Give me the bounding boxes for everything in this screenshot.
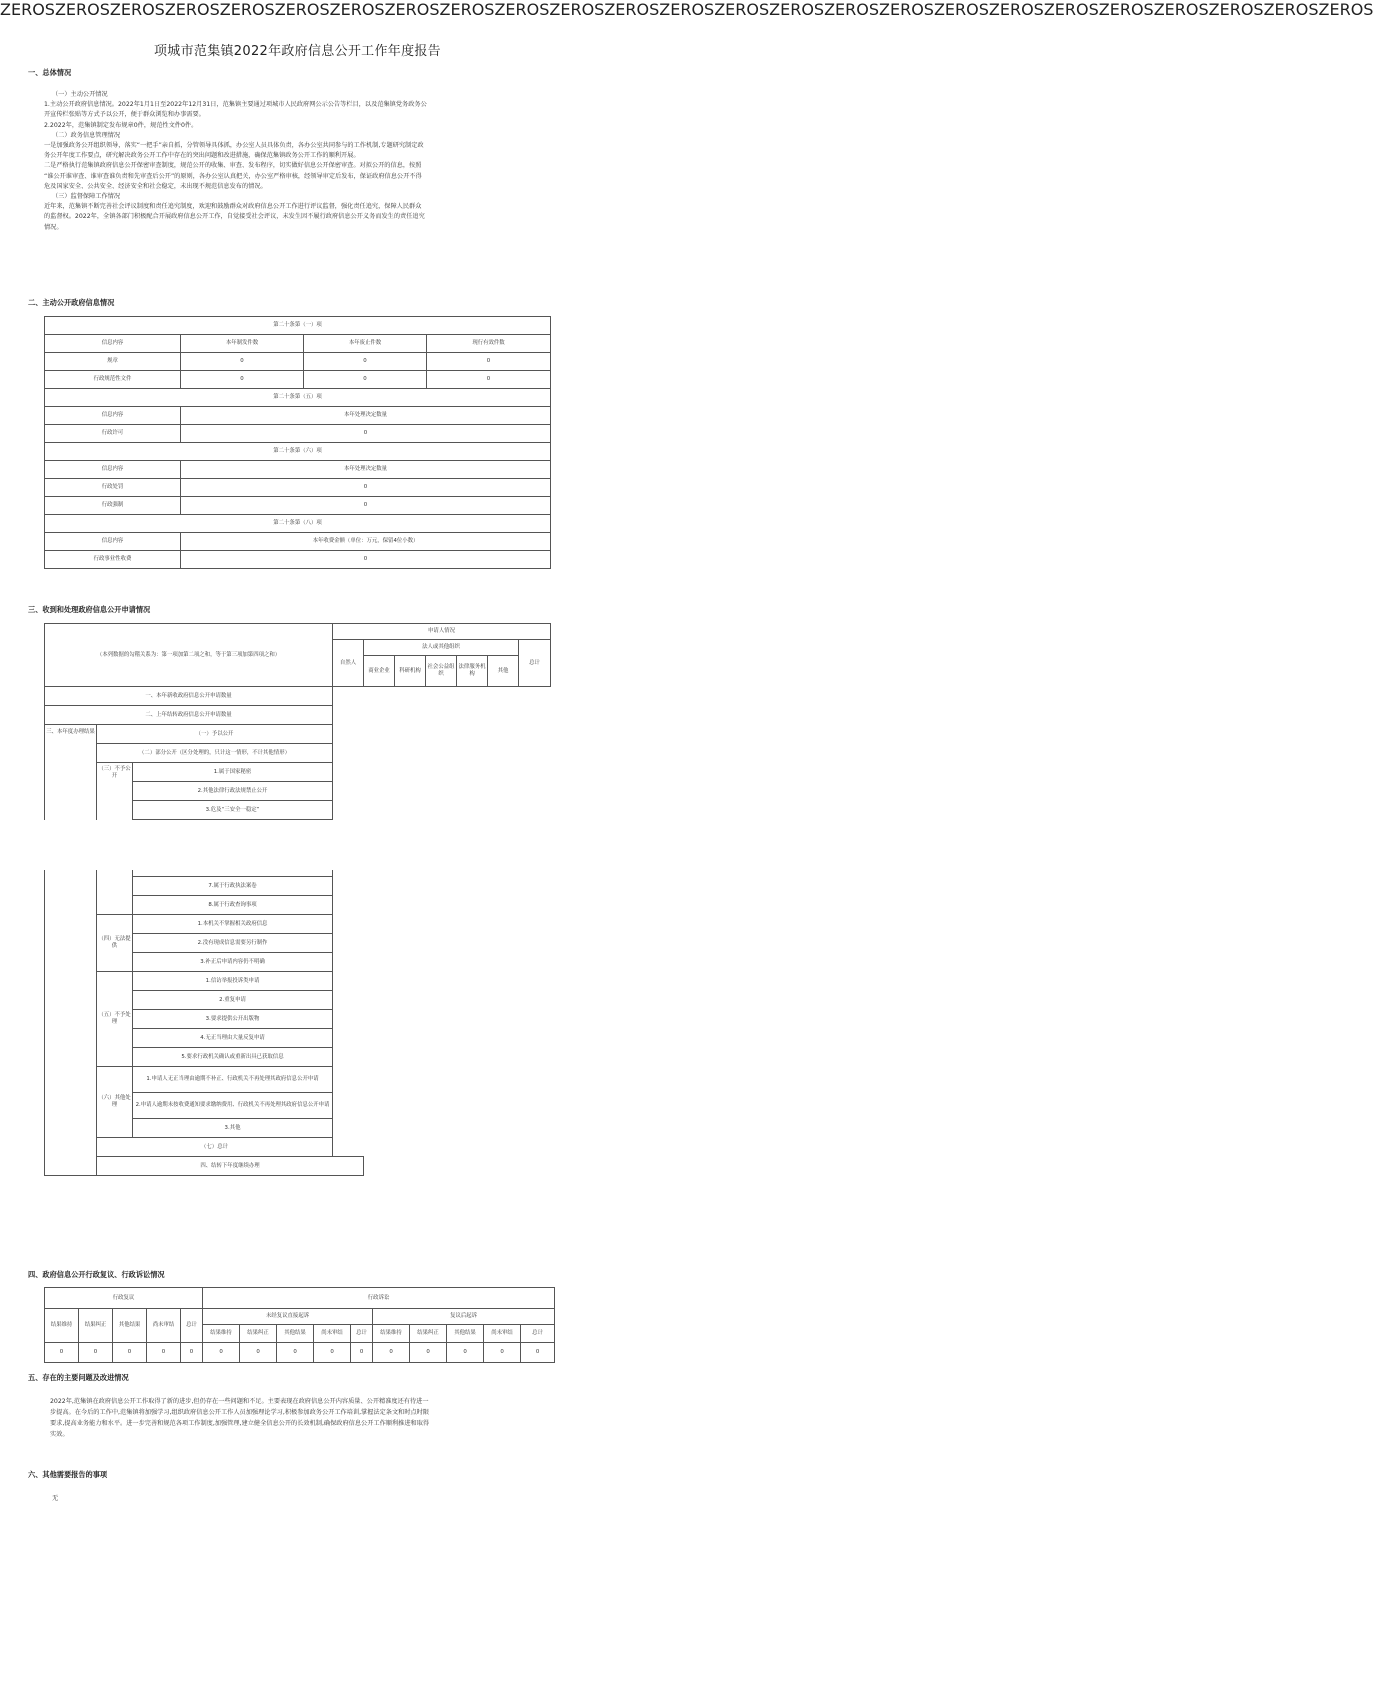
- col-header: 行政诉讼: [203, 1288, 555, 1309]
- col-header: 结果纠正: [79, 1309, 113, 1343]
- row-label: （二）部分公开（区分处理的，只计这一情形，不计其他情形）: [97, 744, 333, 763]
- col-header: 结果纠正: [240, 1325, 277, 1343]
- text-line: 务公开年度工作要点，研究解决政务公开工作中存在的突出问题和改进措施，确保范集镇政务公开工作的顺利开展。: [44, 152, 360, 160]
- col-header: 信息内容: [45, 533, 181, 551]
- col-header: 其他结果: [113, 1309, 147, 1343]
- section-6-body: 无: [52, 1495, 59, 1502]
- row-label: 四、结转下年度继续办理: [97, 1157, 364, 1176]
- col-header: 信息内容: [45, 461, 181, 479]
- row-label: 2.其他法律行政法规禁止公开: [133, 782, 333, 801]
- cell-value: 0: [113, 1343, 147, 1363]
- col-header: 尚未审结: [147, 1309, 181, 1343]
- cell-value: 0: [304, 371, 427, 389]
- col-header: 现行有效件数: [427, 335, 551, 353]
- row-label: 4.无正当理由大量反复申请: [133, 1029, 333, 1048]
- col-header: 本年处理决定数量: [181, 407, 551, 425]
- row-label: 7.属于行政执法案卷: [133, 877, 333, 896]
- col-header: 其他结果: [277, 1325, 314, 1343]
- section-1-body: [44, 90, 564, 233]
- cell-value: 0: [181, 479, 551, 497]
- group-label: （四）无法提供: [97, 915, 133, 972]
- text-line: 近年来，范集镇不断完善社会评议制度和责任追究制度，欢迎和鼓励群众对政府信息公开工作进行评议监督，强化责任追究，保障人民群众: [44, 203, 422, 211]
- table-subheader: 第二十条第（一）项: [45, 317, 551, 335]
- col-header: 本年收费金额（单位：万元，保留4位小数）: [181, 533, 551, 551]
- row-label: 2.没有现成信息需要另行制作: [133, 934, 333, 953]
- col-header: 信息内容: [45, 407, 181, 425]
- text-line: （二）政务信息管理情况: [52, 131, 121, 139]
- col-header: 法人或其他组织: [364, 640, 519, 656]
- table-corner-note: （本列数据的勾稽关系为：第一项加第二项之和，等于第三项加第四项之和）: [45, 624, 333, 687]
- cell-value: 0: [181, 425, 551, 443]
- cell-value: 0: [373, 1343, 410, 1363]
- row-label: 1.信访举报投诉类申请: [133, 972, 333, 991]
- group-label: （五）不予处理: [97, 972, 133, 1067]
- row-label: 5.要求行政机关确认或重新出具已获取信息: [133, 1048, 333, 1067]
- cell-value: 0: [181, 551, 551, 569]
- cell-value: 0: [79, 1343, 113, 1363]
- col-header: 结果维持: [373, 1325, 410, 1343]
- cell-value: 0: [521, 1343, 555, 1363]
- cell-value: 0: [240, 1343, 277, 1363]
- row-label: 3.其他: [133, 1119, 333, 1138]
- col-header: 结果维持: [45, 1309, 79, 1343]
- page-title: 项城市范集镇2022年政府信息公开工作年度报告: [154, 44, 441, 59]
- row-label: 2.申请人逾期未按收费通知要求缴纳费用、行政机关不再处理其政府信息公开申请: [133, 1093, 333, 1119]
- text-line: 开宣传栏张贴等方式予以公开，便于群众浏览和办事需要。: [44, 111, 205, 119]
- row-label: 2.重复申请: [133, 991, 333, 1010]
- cell-value: 0: [203, 1343, 240, 1363]
- col-header: 科研机构: [395, 656, 426, 687]
- row-label: 行政规范性文件: [45, 371, 181, 389]
- col-header: 其他: [488, 656, 519, 687]
- text-line: 一是加强政务公开组织领导，落实“一把手”亲自抓，分管领导具体抓，办公室人员具体负责，各办公室共同参与的工作机制,专题研究制定政: [44, 142, 424, 150]
- section-3-heading: 三、收到和处理政府信息公开申请情况: [28, 605, 151, 614]
- col-header: 总计: [519, 640, 551, 687]
- col-header: 总计: [521, 1325, 555, 1343]
- section-1-heading: 一、总体情况: [28, 68, 72, 77]
- text-line: 2.2022年，范集镇制定发布规章0件，规范性文件0件。: [44, 121, 198, 129]
- col-header: 本年废止件数: [304, 335, 427, 353]
- row-label: 二、上年结转政府信息公开申请数量: [45, 706, 333, 725]
- section-5-heading: 五、存在的主要问题及改进情况: [28, 1373, 129, 1382]
- active-disclosure-table: [44, 316, 551, 569]
- col-header: 申请人情况: [333, 624, 551, 640]
- group-label: （三）不予公开: [97, 763, 133, 915]
- row-label: 三、本年度办理结果: [45, 725, 97, 1176]
- cell-value: 0: [447, 1343, 484, 1363]
- cell-value: 0: [277, 1343, 314, 1363]
- text-line: 危及国家安全、公共安全、经济安全和社会稳定，未出现不规范信息发布的情况。: [44, 182, 267, 190]
- col-header: 尚未审结: [484, 1325, 521, 1343]
- col-header: 行政复议: [45, 1288, 203, 1309]
- table-subheader: 第二十条第（六）项: [45, 443, 551, 461]
- col-header: 社会公益组织: [426, 656, 457, 687]
- text-line: 实效。: [50, 1431, 69, 1438]
- col-header: 总计: [351, 1325, 373, 1343]
- col-header: 结果维持: [203, 1325, 240, 1343]
- text-line: 2022年,范集镇在政府信息公开工作取得了新的进步,但仍存在一些问题和不足。主要表现在政府信息公开内容质量、公开精准度还有待进一: [50, 1398, 429, 1405]
- col-header: 未经复议直接起诉: [203, 1309, 373, 1325]
- col-header: 复议后起诉: [373, 1309, 555, 1325]
- text-line: （一）主动公开情况: [52, 91, 108, 98]
- row-label: 3.要求提供公开出版物: [133, 1010, 333, 1029]
- section-5-body: [50, 1396, 560, 1440]
- section-4-heading: 四、政府信息公开行政复议、行政诉讼情况: [28, 1270, 165, 1279]
- row-label: 1.申请人无正当理由逾期不补正、行政机关不再处理其政府信息公开申请: [133, 1067, 333, 1093]
- cell-value: 0: [427, 371, 551, 389]
- row-label: 行政强制: [45, 497, 181, 515]
- table-subheader: 第二十条第（五）项: [45, 389, 551, 407]
- cell-value: 0: [484, 1343, 521, 1363]
- cell-value: 0: [147, 1343, 181, 1363]
- text-line: 情况。: [44, 223, 63, 231]
- text-line: 步提高。在今后的工作中,范集镇将加强学习,组织政府信息公开工作人员加强理论学习,积极参加政务公开工作培训,掌握法定条文和时点时限: [50, 1409, 430, 1416]
- row-label: 8.属于行政查询事项: [133, 896, 333, 915]
- text-line: 1.主动公开政府信息情况。2022年1月1日至2022年12月31日，范集镇主要通过项城市人民政府网公示公告等栏目，以及范集镇党务政务公: [44, 101, 427, 109]
- text-line: 二是严格执行范集镇政府信息公开保密审查制度，规范公开的收集、审查、发布程序，切实做好信息公开保密审查。对拟公开的信息，按照: [44, 162, 422, 170]
- text-line: 要求,提高业务能力和水平。进一步完善和规范各项工作制度,加强管理,建立健全信息公开的长效机制,确保政府信息公开工作顺利推进和取得: [50, 1420, 430, 1427]
- cell-value: 0: [304, 353, 427, 371]
- section-6-heading: 六、其他需要报告的事项: [28, 1470, 108, 1479]
- text-line: 的监督权。2022年，全镇各部门积极配合开展政府信息公开工作，自觉接受社会评议，未发生因不履行政府信息公开义务而发生的责任追究: [44, 213, 425, 221]
- row-label: 行政许可: [45, 425, 181, 443]
- row-label: （七）总计: [97, 1138, 333, 1157]
- cell-value: 0: [45, 1343, 79, 1363]
- col-header: 尚未审结: [314, 1325, 351, 1343]
- cell-value: 0: [181, 371, 304, 389]
- row-label: 1.本机关不掌握相关政府信息: [133, 915, 333, 934]
- cell-value: 0: [427, 353, 551, 371]
- cell-value: 0: [351, 1343, 373, 1363]
- col-header: 总计: [181, 1309, 203, 1343]
- application-table: [44, 623, 551, 1176]
- page-break-gap: [0, 820, 595, 870]
- cell-value: 0: [314, 1343, 351, 1363]
- row-label: 3.危及“三安全一稳定”: [133, 801, 333, 820]
- row-label: 一、本年新收政府信息公开申请数量: [45, 687, 333, 706]
- row-label: 行政处罚: [45, 479, 181, 497]
- section-2-heading: 二、主动公开政府信息情况: [28, 298, 115, 307]
- col-header: 信息内容: [45, 335, 181, 353]
- col-header: 商业企业: [364, 656, 395, 687]
- col-header: 结果纠正: [410, 1325, 447, 1343]
- col-header: 自然人: [333, 640, 364, 687]
- col-header: 本年处理决定数量: [181, 461, 551, 479]
- cell-value: 0: [181, 1343, 203, 1363]
- text-line: “谁公开谁审查、谁审查谁负责和先审查后公开”的原则，各办公室认真把关，办公室严格审核，经领导审定后发布，保证政府信息公开不得: [44, 172, 422, 180]
- cell-value: 0: [181, 353, 304, 371]
- row-label: 行政事业性收费: [45, 551, 181, 569]
- text-line: （三）监督保障工作情况: [52, 193, 121, 201]
- row-label: 3.补正后申请内容仍不明确: [133, 953, 333, 972]
- row-label: 规章: [45, 353, 181, 371]
- row-label: 1.属于国家秘密: [133, 763, 333, 782]
- col-header: 本年制发件数: [181, 335, 304, 353]
- review-lawsuit-table: [44, 1287, 555, 1363]
- cell-value: 0: [410, 1343, 447, 1363]
- cell-value: 0: [181, 497, 551, 515]
- table-subheader: 第二十条第（八）项: [45, 515, 551, 533]
- group-label: （六）其他处理: [97, 1067, 133, 1138]
- col-header: 其他结果: [447, 1325, 484, 1343]
- col-header: 法律服务机构: [457, 656, 488, 687]
- row-label: （一）予以公开: [97, 725, 333, 744]
